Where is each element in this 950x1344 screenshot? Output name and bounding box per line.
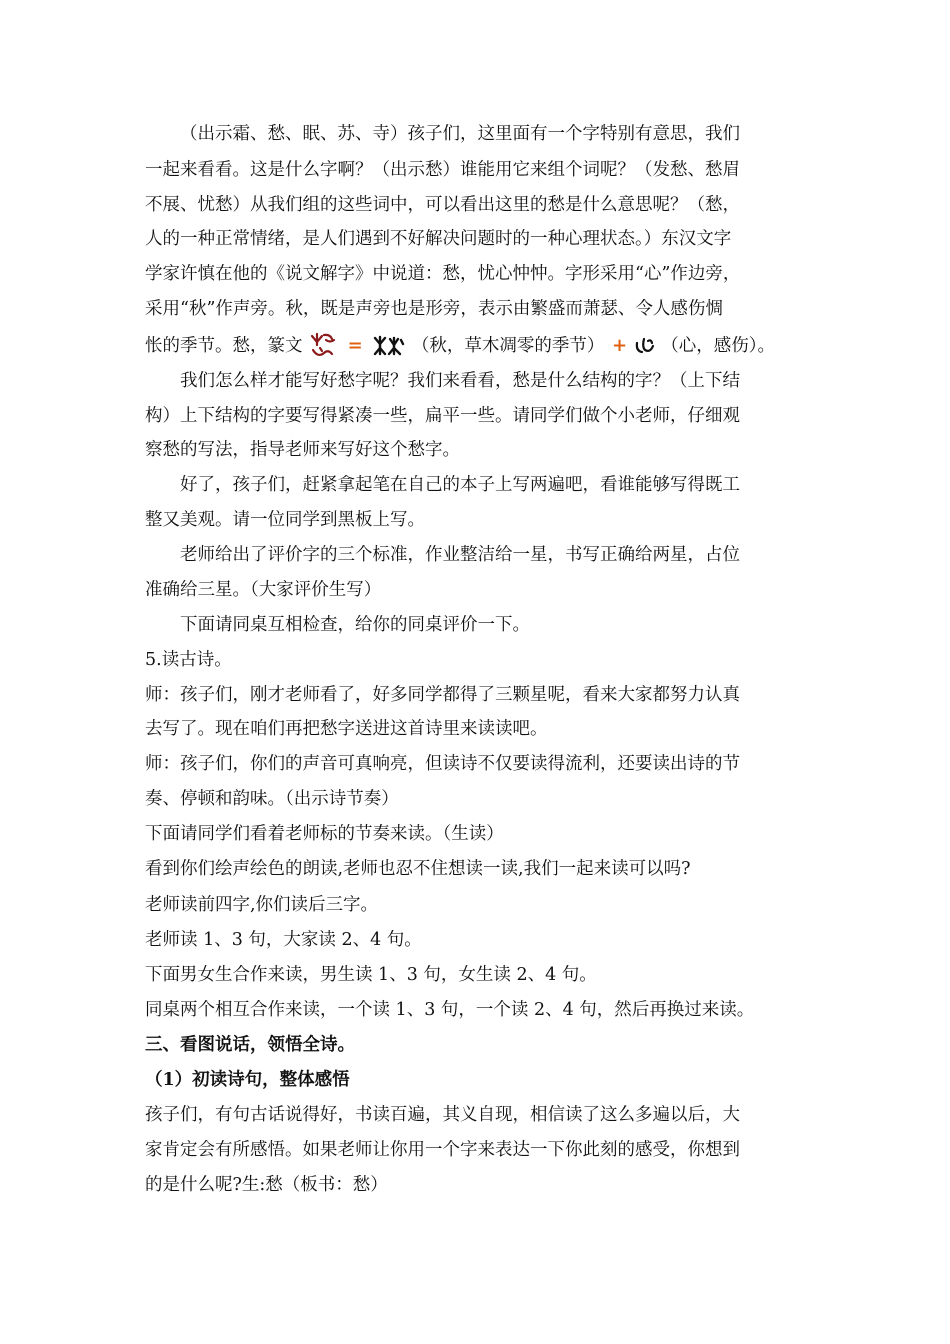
paragraph-line: 下面请同学们看着老师标的节奏来读。（生读） (145, 824, 504, 844)
paragraph-line: 看到你们绘声绘色的朗读,老师也忍不住想读一读,我们一起来读可以吗? (145, 859, 691, 879)
seal-script-line (145, 330, 835, 361)
paragraph-line: 不展、忧愁）从我们组的这些词中，可以看出这里的愁是什么意思呢？（愁， (145, 195, 740, 215)
paragraph-line: 奏、停顿和韵味。（出示诗节奏） (145, 789, 399, 809)
paragraph-line: （出示霜、愁、眠、苏、寺）孩子们，这里面有一个字特别有意思，我们 (180, 124, 740, 144)
section-label: 5.读古诗。 (145, 650, 232, 670)
paragraph-line: 师：孩子们，刚才老师看了，好多同学都得了三颗星呢，看来大家都努力认真 (145, 685, 740, 705)
paragraph-line: 察愁的写法，指导老师来写好这个愁字。 (145, 440, 460, 460)
paragraph-line: 同桌两个相互合作来读，一个读 1、3 句，一个读 2、4 句，然后再换过来读。 (145, 1000, 755, 1020)
paragraph-line: 下面男女生合作来读，男生读 1、3 句，女生读 2、4 句。 (145, 965, 597, 985)
section-heading: 三、看图说话，领悟全诗。 (145, 1035, 355, 1055)
equals-sign: = (347, 334, 363, 356)
paragraph-line: 构）上下结构的字要写得紧凑一些，扁平一些。请同学们做个小老师，仔细观 (145, 406, 740, 426)
subsection-heading: （1）初读诗句，整体感悟 (145, 1070, 350, 1090)
plus-sign: + (611, 334, 628, 356)
autumn-note: （秋，草木凋零的季节） (411, 335, 605, 356)
seal-qiu-icon (372, 334, 406, 358)
paragraph-line: 人的一种正常情绪，是人们遇到不好解决问题时的一种心理状态。）东汉文字 (145, 229, 732, 249)
paragraph-line: 准确给三星。（大家评价生写） (145, 580, 382, 600)
seal-xin-icon (634, 335, 656, 357)
paragraph-line: 下面请同桌互相检查，给你的同桌评价一下。 (180, 615, 530, 635)
paragraph-line: 老师读前四字,你们读后三字。 (145, 895, 379, 915)
paragraph-line: 孩子们，有句古话说得好，书读百遍，其义自现，相信读了这么多遍以后，大 (145, 1105, 740, 1125)
paragraph-line: 家肯定会有所感悟。如果老师让你用一个字来表达一下你此刻的感受，你想到 (145, 1140, 740, 1160)
paragraph-line: 的是什么呢?生:愁（板书：愁） (145, 1175, 388, 1195)
heart-note: （心，感伤）。 (661, 335, 775, 356)
paragraph-line: 采用“秋”作声旁。秋，既是声旁也是形旁，表示由繁盛而萧瑟、令人感伤惆 (145, 299, 723, 319)
seal-line-prefix: 怅的季节。愁，篆文 (145, 335, 303, 356)
paragraph-line: 我们怎么样才能写好愁字呢？我们来看看，愁是什么结构的字？（上下结 (180, 371, 740, 391)
paragraph-line: 好了，孩子们，赶紧拿起笔在自己的本子上写两遍吧，看谁能够写得既工 (180, 475, 740, 495)
paragraph-line: 去写了。现在咱们再把愁字送进这首诗里来读读吧。 (145, 719, 548, 739)
paragraph-line: 老师给出了评价字的三个标准，作业整洁给一星，书写正确给两星，占位 (180, 545, 740, 565)
paragraph-line: 一起来看看。这是什么字啊？（出示愁）谁能用它来组个词呢？（发愁、愁眉 (145, 160, 740, 180)
paragraph-line: 师：孩子们，你们的声音可真响亮，但读诗不仅要读得流利，还要读出诗的节 (145, 754, 740, 774)
paragraph-line: 学家许慎在他的《说文解字》中说道：愁，忧心忡忡。字形采用“心”作边旁， (145, 264, 741, 284)
paragraph-line: 老师读 1、3 句，大家读 2、4 句。 (145, 930, 422, 950)
paragraph-line: 整又美观。请一位同学到黑板上写。 (145, 510, 425, 530)
seal-chou-icon (308, 332, 338, 360)
